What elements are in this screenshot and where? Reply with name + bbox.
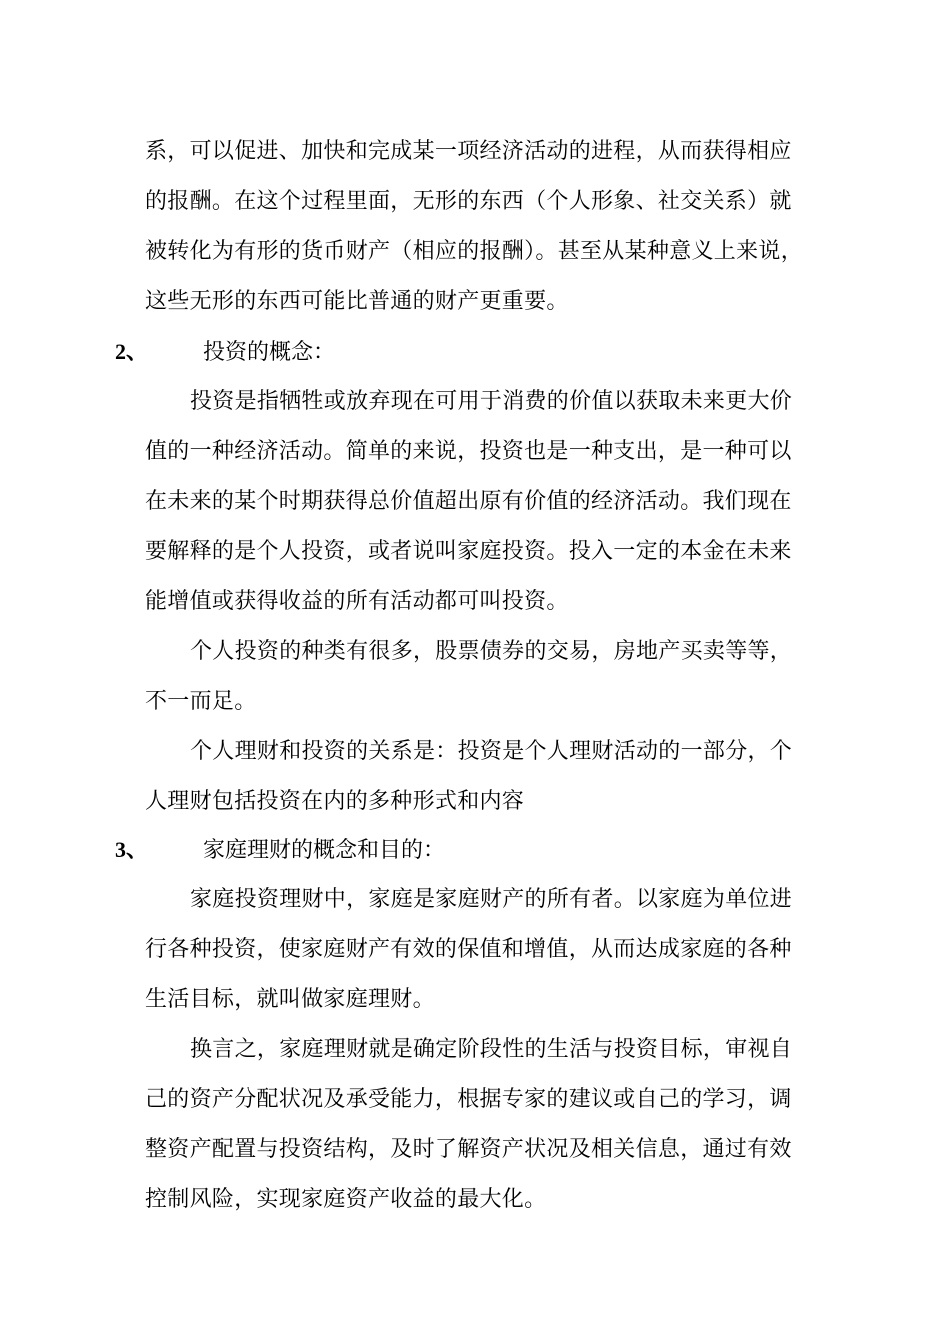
text-line: 在未来的某个时期获得总价值超出原有价值的经济活动。我们现在 xyxy=(145,489,792,514)
text-line: 控制风险，实现家庭资产收益的最大化。 xyxy=(145,1187,547,1212)
section-title: 家庭理财的概念和目的： xyxy=(203,838,446,863)
text-line: 值的一种经济活动。简单的来说，投资也是一种支出，是一种可以 xyxy=(145,439,792,464)
text-line: 行各种投资，使家庭财产有效的保值和增值，从而达成家庭的各种 xyxy=(145,937,792,962)
text-line: 被转化为有形的货币财产（相应的报酬）。甚至从某种意义上来说， xyxy=(145,239,804,264)
section-number: 3、 xyxy=(115,837,149,862)
section-heading-2 xyxy=(115,337,335,368)
section-number: 2、 xyxy=(115,339,149,364)
text-line: 能增值或获得收益的所有活动都可叫投资。 xyxy=(145,589,569,614)
text-line: 换言之，家庭理财就是确定阶段性的生活与投资目标，审视自 xyxy=(190,1037,793,1062)
text-line: 生活目标，就叫做家庭理财。 xyxy=(145,987,435,1012)
section-heading-3 xyxy=(115,835,445,866)
text-line: 己的资产分配状况及承受能力，根据专家的建议或自己的学习，调 xyxy=(145,1087,792,1112)
text-line: 这些无形的东西可能比普通的财产更重要。 xyxy=(145,289,569,314)
text-line: 家庭投资理财中，家庭是家庭财产的所有者。以家庭为单位进 xyxy=(190,887,793,912)
text-line: 整资产配置与投资结构，及时了解资产状况及相关信息，通过有效 xyxy=(145,1137,792,1162)
section-title: 投资的概念： xyxy=(203,340,336,365)
text-line: 的报酬。在这个过程里面，无形的东西（个人形象、社交关系）就 xyxy=(145,189,792,214)
text-line: 人理财包括投资在内的多种形式和内容 xyxy=(145,789,525,814)
text-line: 个人投资的种类有很多，股票债券的交易，房地产买卖等等， xyxy=(190,639,793,664)
text-line: 系，可以促进、加快和完成某一项经济活动的进程，从而获得相应 xyxy=(145,139,792,164)
text-line: 投资是指牺牲或放弃现在可用于消费的价值以获取未来更大价 xyxy=(190,389,793,414)
text-line: 要解释的是个人投资，或者说叫家庭投资。投入一定的本金在未来 xyxy=(145,539,792,564)
text-line: 不一而足。 xyxy=(145,689,257,714)
text-line: 个人理财和投资的关系是：投资是个人理财活动的一部分，个 xyxy=(190,739,793,764)
